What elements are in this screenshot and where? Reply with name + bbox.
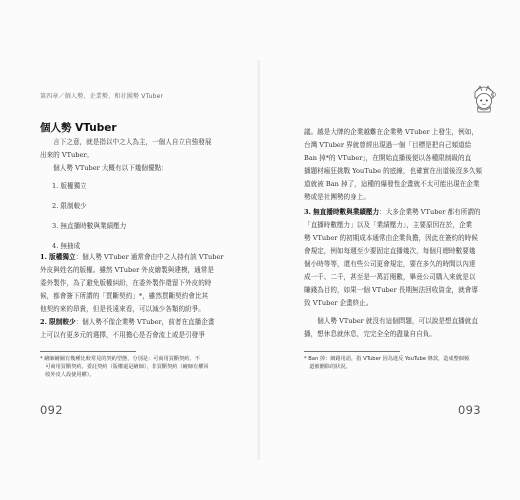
intro-line: 言下之意，就是指以中之人為主，一個人自立自強發展 <box>40 138 212 146</box>
footnote-rule <box>40 351 136 352</box>
list-item: 1. 版權獨立 <box>52 182 87 190</box>
section-title: 個人勢 VTuber <box>40 122 117 134</box>
continuation-line: 勢或是社團勢的身上。 <box>304 193 370 201</box>
point-3-line: 賺錢為目的，如果一個 VTuber 長期無法回收資金，就會導 <box>304 286 478 294</box>
page-number: 093 <box>458 403 481 417</box>
closing-line: 個人勢 VTuber 就沒有這個問題，可以說是想直播就直 <box>304 317 478 325</box>
point-3-line: 會規定，例如每週至少要固定直播幾次，每個月總時數要幾 <box>304 247 476 255</box>
point-1-paragraph <box>40 251 224 316</box>
point-1-line: 委外製作，為了避免版權糾紛，在委外製作還留下外皮的時 <box>40 279 212 287</box>
point-3-line: 個小時等等，還有些公司更會規定，要在多久的時間以內達 <box>304 260 476 268</box>
continuation-line: Ban 掉*的 VTuber」，在開始直播後便以各種限制級的直 <box>304 154 472 162</box>
continuation-paragraph <box>304 126 482 204</box>
page-number: 092 <box>40 403 63 417</box>
continuation-line: 台灣 VTuber 界就曾經出現過一個「目標是把自己頻道給 <box>304 141 472 149</box>
point-2-line: ：個人勢不像企業勢 VTuber，前者在直播企畫 <box>75 318 215 326</box>
footnote <box>304 355 469 371</box>
list-item: 4. 無抽成 <box>52 242 81 250</box>
footnote-line: * 繪師繪圖有幾種比較常見的契約型態，分別是：可商用買斷契約、不 <box>40 356 200 362</box>
point-2-paragraph <box>40 316 214 342</box>
point-1-line: ：個人勢 VTuber 通常會由中之人持有該 VTuber <box>75 253 224 261</box>
point-3-line: 勢 VTuber 的初期成本通常由企業負擔，因此在簽約的時候 <box>304 234 478 242</box>
point-1-line: 他契約來的昂貴，但是長遠來看，可以減少各類的紛爭。 <box>40 305 205 313</box>
footnote-line: 道被刪除的狀況。 <box>304 364 351 370</box>
right-page <box>260 0 520 500</box>
intro-line: 個人勢 VTuber 大概有以下幾個優點： <box>40 164 168 172</box>
intro-paragraph <box>40 136 211 175</box>
footnote-rule <box>304 351 400 352</box>
footnote-line: 收外皮人設使用權）。 <box>40 372 95 378</box>
running-head: 第四章／個人勢、企業勢、和社團勢 VTuber <box>40 93 164 100</box>
continuation-line: 議。越是大牌的企業越難在企業勢 VTuber 上發生，例如， <box>304 128 478 136</box>
point-3-label: 3. 無直播時數與業績壓力 <box>304 208 380 216</box>
point-1-line: 外皮與姓名的版權。雖然 VTuber 外皮繪製與建模，通常是 <box>40 266 214 274</box>
footnote-line: 可商用買斷契約、委託契約（版權還是繪師），非買斷契約（繪師有權回 <box>40 364 209 370</box>
advantages-list <box>40 176 126 256</box>
vtuber-mascot-icon <box>469 82 499 114</box>
footnote <box>40 355 209 379</box>
point-2-line: 上可以有更多元的選擇，不用擔心是否會流上或是引發爭 <box>40 331 205 339</box>
point-1-line: 候，都會簽下所謂的「買斷契約」*，雖然買斷契約會比其 <box>40 292 209 300</box>
point-2-label: 2. 限制較少 <box>40 318 76 326</box>
list-item: 3. 無直播時數與業績壓力 <box>52 222 127 230</box>
point-3-line: 致 VTuber 企畫終止。 <box>304 299 373 307</box>
point-3-line: ：大多企業勢 VTuber 都有所謂的 <box>379 208 481 216</box>
closing-line: 播，想休息就休息，完完全全的盡量自自負。 <box>304 330 436 338</box>
continuation-line: 播題材瘋狂挑戰 YouTube 的底線，也確實在出道後沒多久頻 <box>304 167 483 175</box>
point-3-line: 「直播時數壓力」以及「業績壓力」，主要原因在於，企業 <box>304 221 473 229</box>
point-3-line: 成一千、二千，甚至是一萬訂閱數，畢竟公司購入來就是以 <box>304 273 476 281</box>
point-3-paragraph <box>304 206 481 310</box>
closing-paragraph <box>304 315 478 341</box>
continuation-line: 道就被 Ban 掉了，這種的爆發性企畫就不太可能出現在企業 <box>304 180 480 188</box>
list-item: 2. 限制較少 <box>52 202 87 210</box>
intro-line: 出來的 VTuber。 <box>40 151 94 159</box>
footnote-line: * Ban 掉：網路用語，指 VTuber 因為違反 YouTube 條款，造成整個頻 <box>304 356 470 362</box>
point-1-label: 1. 版權獨立 <box>40 253 76 261</box>
